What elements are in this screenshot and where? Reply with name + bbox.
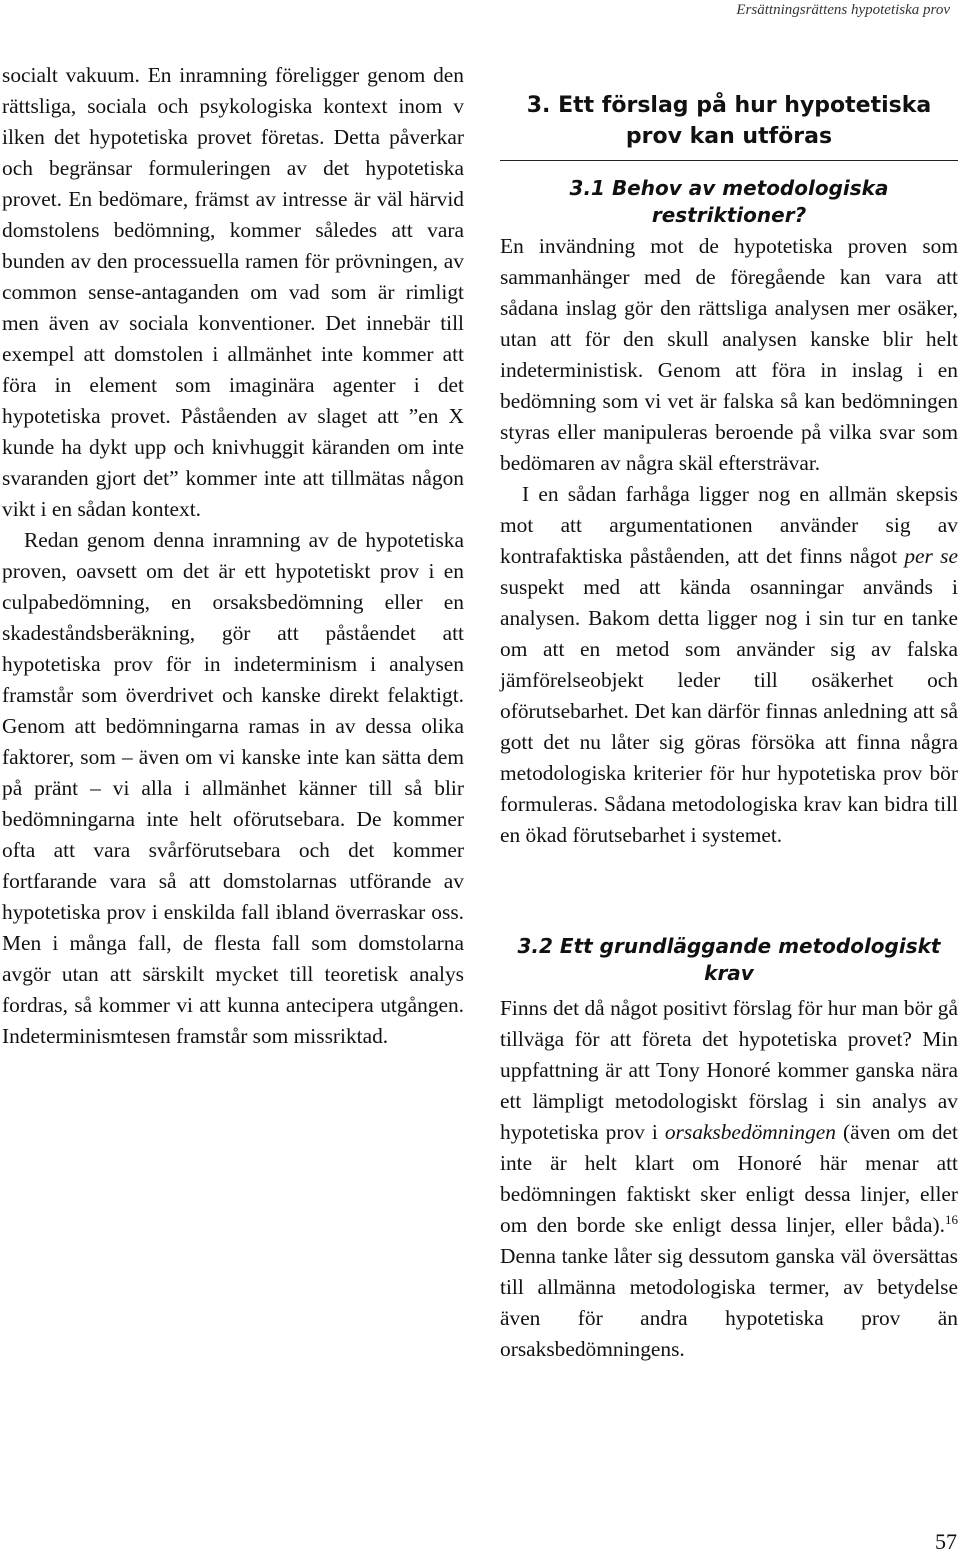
body-paragraph: socialt vakuum. En inramning föreligger genom den rättsliga, sociala och psykologiska kontext inom v ilken det hypotetiska provet företas. Detta påverkar och begränsar formuleringen av det hypotetiska provet. En bedömare, främst av intresse är väl härvid domstolens bedömning, kommer således att vara bunden av den processuella ramen för prövningen, av common sense-antaganden om vad som är rimligt men även av sociala konventioner. Det innebär till exempel att domstolen i allmänhet inte kommer att föra in element som imaginära agenter i det hypotetiska provet. Påståenden av slaget att ”en X kunde ha dykt upp och knivhuggit käranden om inte svaranden gjort det” kommer inte att tillmätas någon vikt i en sådan kontext.: [2, 63, 464, 521]
text-run: (även om det inte är helt klart om Honoré här menar att bedömningen faktiskt sker enligt dessa linjer, eller om den borde ske enligt dessa linjer, eller båda).: [500, 1120, 958, 1237]
subsection-heading: 3.1 Behov av metodologiska restriktioner?: [569, 176, 889, 227]
section-heading: 3. Ett förslag på hur hypotetiska prov kan utföras: [500, 90, 958, 161]
text-run: Finns det då något positivt förslag för hur man bör gå tillväga för att företa det hypotetiska provet? Min uppfattning är att Tony Honoré kommer ganska nära ett lämpligt metodologiskt förslag i sin analys av hypotetiska prov i: [500, 996, 958, 1144]
text-run: I en sådan farhåga ligger nog en allmän skepsis mot att argumentationen använder sig av kontrafaktiska påståenden, att det finns något: [500, 482, 958, 568]
page-number: 57: [935, 1529, 957, 1554]
body-paragraph: En invändning mot de hypotetiska proven som sammanhänger med de föregående kan vara att sådana inslag gör den rättsliga analysen mer osäker, utan att för den skull analysen kanske blir helt indeterministisk. Genom att föra in inslag i en bedömning som vi vet är falska så kan bedömningen styras eller manipuleras beroende på vilka svar som bedömaren av några skäl eftersträvar.: [500, 234, 958, 475]
emphasis: per se: [904, 544, 958, 568]
body-paragraph: Redan genom denna inramning av de hypotetiska proven, oavsett om det är ett hypotetiskt prov i en culpabedömning, en orsaksbedömning eller en skadeståndsberäkning, gör att påståendet att hypotetiska prov för in indeterminism i analysen framstår som överdrivet och kanske direkt felaktigt. Genom att bedömningarna ramas in av dessa olika faktorer, som – även om vi kanske inte kan sätta dem på pränt – vi alla i allmänhet känner till så blir bedömningarna inte helt oförutsebara. De kommer ofta att vara svårförutsebara och det kommer fortfarande vara så att domstolarnas utförande av hypotetiska prov i enskilda fall ibland överraskar oss. Men i många fall, de flesta fall som domstolarna avgör utan att särskilt mycket till teoretisk analys fordras, så kommer vi att kunna antecipera utgången. Indeterminismtesen framstår som missriktad.: [2, 528, 464, 1048]
footnote-reference[interactable]: 16: [945, 1211, 958, 1227]
body-paragraph: [500, 479, 958, 851]
subsection-heading: 3.2 Ett grundläggande metodologiskt krav: [517, 934, 941, 985]
text-run: suspekt med att kända osanningar används i analysen. Bakom detta ligger nog i sin tur en tanke om att en metod som använder sig av falska jämförelseobjekt leder till osäkerhet och oförutsebarhet. Det kan därför finnas anledning att så gott det nu låter sig göras försöka att finna några metodologiska kriterier för hur hypotetiska prov bör formuleras. Sådana metodologiska krav kan bidra till en ökad förutsebarhet i systemet.: [500, 575, 958, 847]
running-head: Ersättningsrättens hypotetiska prov: [736, 2, 950, 18]
right-column: [500, 90, 958, 1365]
left-column: [2, 60, 464, 1052]
emphasis: orsaksbedömningen: [664, 1120, 836, 1144]
text-run: Denna tanke låter sig dessutom ganska väl översättas till allmänna metodologiska termer, av betydelse även för andra hypotetiska prov än orsaksbedömningens.: [500, 1244, 958, 1361]
body-paragraph: [500, 993, 958, 1365]
